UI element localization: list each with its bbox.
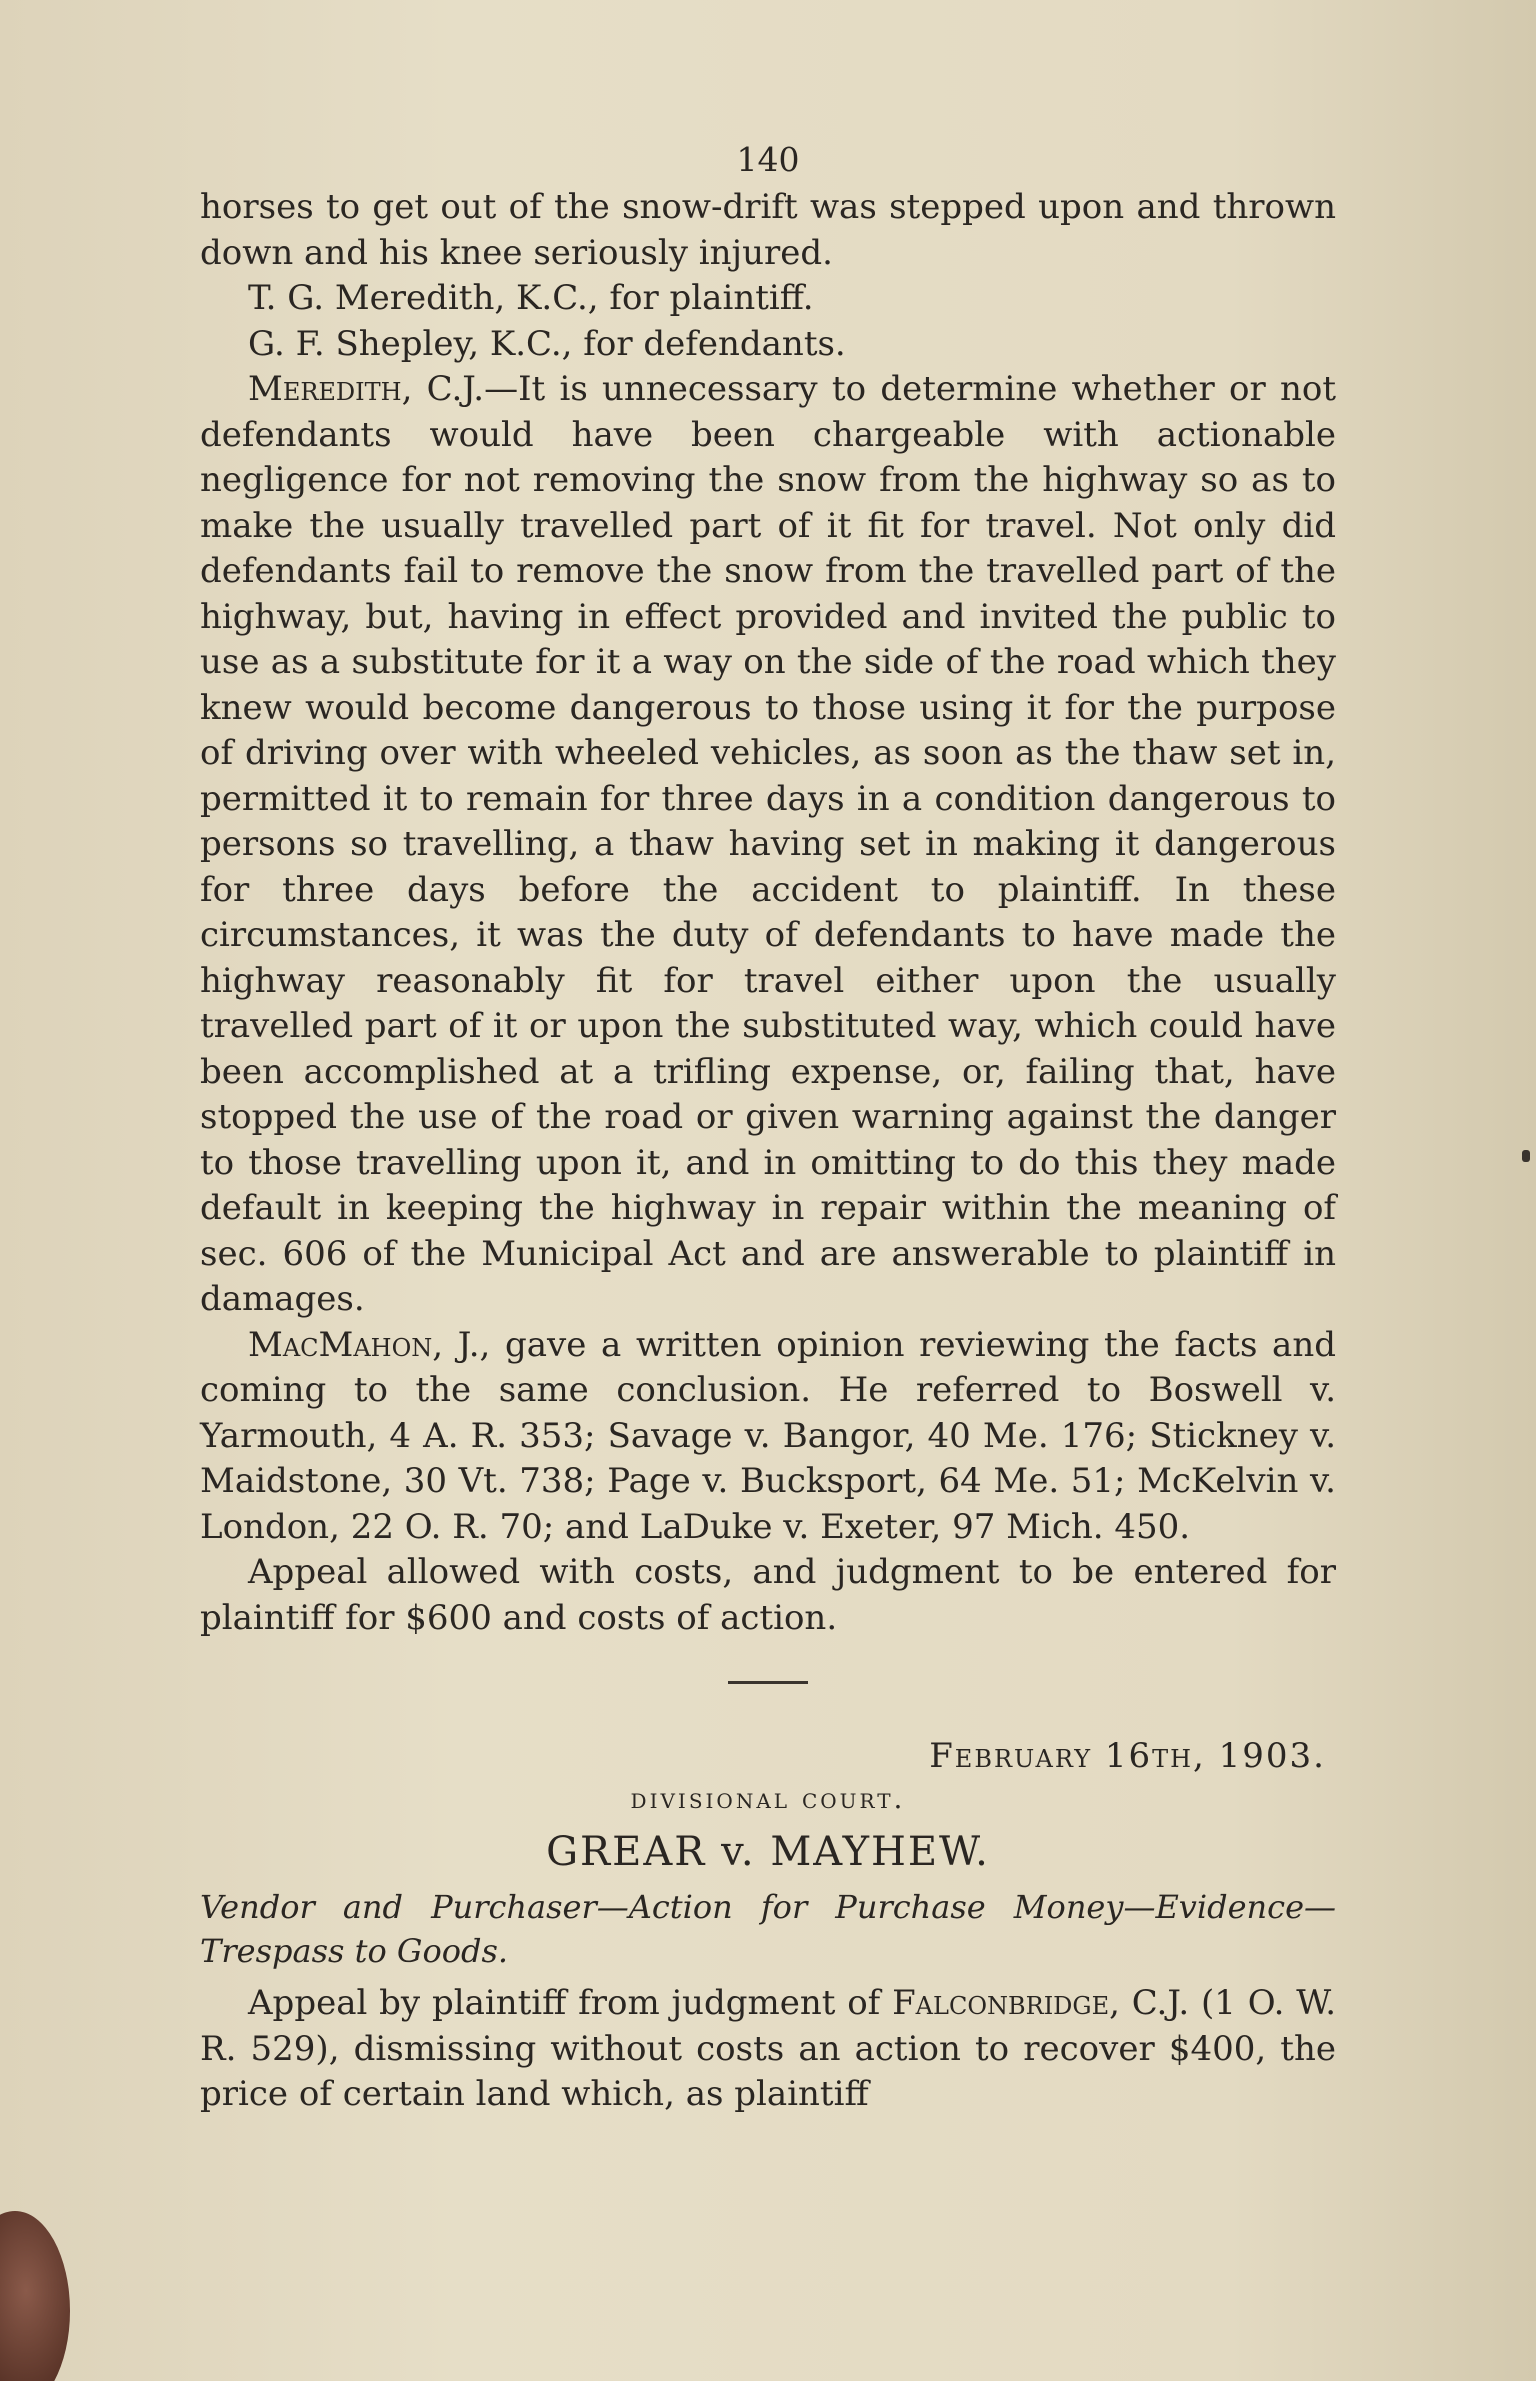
thumb-shadow (0, 2211, 70, 2381)
judge-name-meredith: Meredith, C.J.— (248, 369, 519, 409)
counsel-plaintiff: T. G. Meredith, K.C., for plaintiff. (248, 278, 814, 318)
appeal-lead: Appeal by plaintiff from judgment of (248, 1983, 893, 2023)
dateline: February 16th, 1903. (929, 1736, 1326, 1776)
judge-name-macmahon: MacMahon, J., (248, 1324, 506, 1365)
section-divider (728, 1681, 808, 1684)
court-name: divisional court. (630, 1782, 906, 1815)
judgment-macmahon (200, 1323, 1336, 1551)
judgment-macmahon-text: gave a written opinion reviewing the facts and coming to the same conclusion. He referred to Boswell v. Yarmouth, 4 A. R. 353; Savage v. Bangor, 40 Me. 176; Stickney v. Maidstone, 30 Vt. 738; Page v. Bucksport, 64 Me. 51; McKelvin v. London, 22 O. R. 70; and LaDuke v. Exeter, 97 Mich. 450. (200, 1324, 1336, 1547)
counsel-defendants: G. F. Shepley, K.C., for defendants. (248, 323, 846, 364)
judge-name-falconbridge: Falconbridge (892, 1983, 1110, 2023)
page-number: 140 (736, 140, 800, 179)
page-speck (1522, 1150, 1530, 1162)
appeal-rest: , C.J. (1 O. W. R. 529), dismissing without costs an action to recover $400, the price of certain land which, as plaintiff (200, 1983, 1337, 2114)
paragraph-continuation: horses to get out of the snow-drift was stepped upon and thrown down and his knee seriously injured. (200, 187, 1336, 273)
case-title: GREAR v. MAYHEW. (546, 1829, 990, 1875)
headnote: Vendor and Purchaser—Action for Purchase Money—Evidence—Trespass to Goods. (200, 1888, 1336, 1970)
disposition: Appeal allowed with costs, and judgment to be entered for plaintiff for $600 and costs of action. (200, 1552, 1336, 1638)
appeal-paragraph (200, 1981, 1336, 2118)
judgment-meredith (200, 367, 1336, 1323)
judgment-meredith-text: It is unnecessary to determine whether or not defendants would have been chargeable with actionable negligence for not removing the snow from the highway so as to make the usually travelled part of it fit for travel. Not only did defendants fail to remove the snow from the travelled part of the highway, but, having in effect provided and invited the public to use as a substitute for it a way on the side of the road which they knew would become dangerous to those using it for the purpose of driving over with wheeled vehicles, as soon as the thaw set in, permitted it to remain for three days in a condition dangerous to persons so travelling, a thaw having set in making it dangerous for three days before the accident to plaintiff. In these circumstances, it was the duty of defendants to have made the highway reasonably fit for travel either upon the usually travelled part of it or upon the substituted way, which could have been accomplished at a trifling expense, or, failing that, have stopped the use of the road or given warning against the danger to those travelling upon it, and in omitting to do this they made default in keeping the highway in repair within the meaning of sec. 606 of the Municipal Act and are answerable to plaintiff in damages. (200, 369, 1337, 1319)
